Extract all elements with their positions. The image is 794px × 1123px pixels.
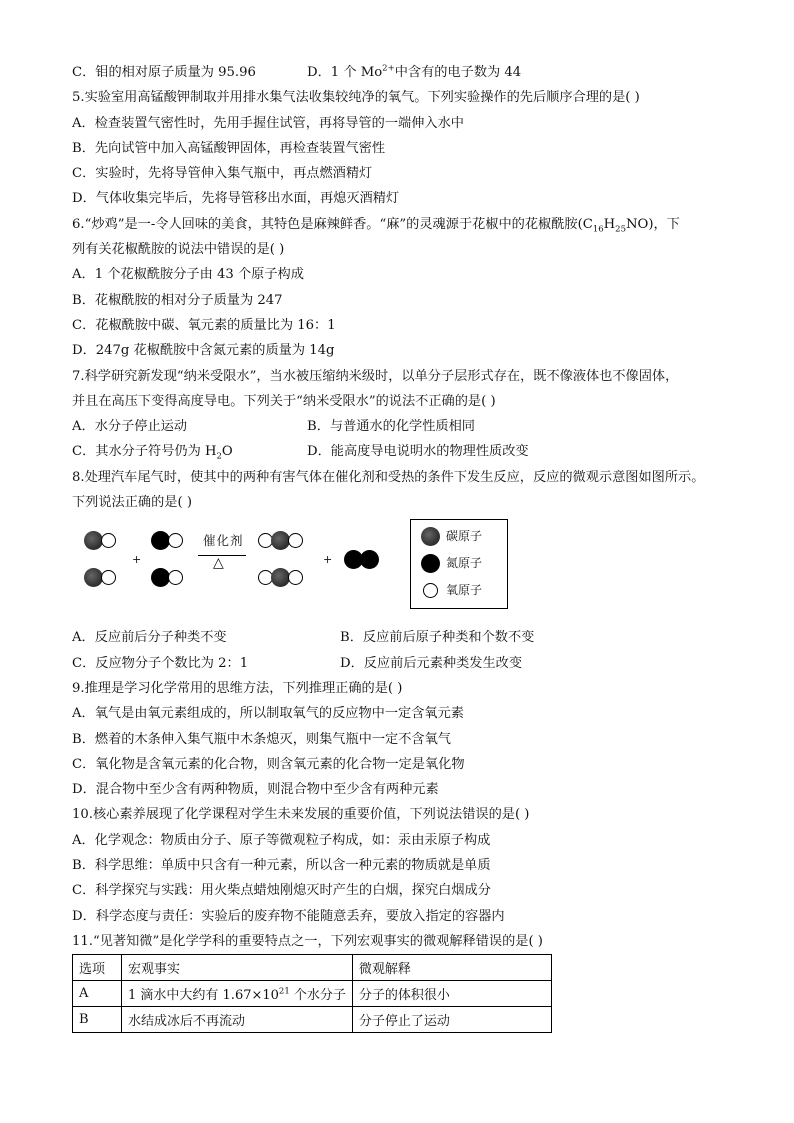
table-row [73, 1007, 552, 1033]
oxygen-atom [168, 570, 183, 585]
q6-option-a: A．1 个花椒酰胺分子由 43 个原子构成 [72, 267, 304, 283]
q5-option-d: D．气体收集完毕后，先将导管移出水面，再熄灭酒精灯 [72, 191, 400, 207]
q8-options-ab [72, 625, 732, 650]
oxygen-atom [101, 570, 116, 585]
q5-stem: 5.实验室用高锰酸钾制取并用排水集气法收集较纯净的氧气。下列实验操作的先后顺序合理的是( ) [72, 90, 640, 106]
oxygen-atom [101, 533, 116, 548]
q6-option-c: C．花椒酰胺中碳、氧元素的质量比为 16：1 [72, 317, 336, 333]
carbon-atom-icon [421, 527, 440, 546]
q9-option-c: C．氧化物是含氧元素的化合物，则含氧元素的化合物一定是氧化物 [72, 756, 465, 772]
table-header-row [73, 955, 552, 981]
q7-stem-cont: 并且在高压下变得高度导电。下列关于“纳米受限水”的说法不正确的是( ) [72, 393, 496, 409]
q10-option-b: B．科学思维：单质中只含有一种元素，所以含一种元素的物质就是单质 [72, 858, 491, 874]
legend-nitrogen: 氮原子 [421, 553, 482, 573]
q6-stem: 6.“炒鸡”是一-令人回味的美食，其特色是麻辣鲜香。“麻”的灵魂源于花椒中的花椒酰胺$(C_{16}H_{25}NO)$，下 [72, 216, 680, 235]
table-cell-explain: 分子停止了运动 [352, 1007, 551, 1033]
q4-option-c: C．钼的相对原子质量为 95.96 [72, 65, 256, 80]
q9-option-a: A．氧气是由氧元素组成的，所以制取氧气的反应物中一定含氧元素 [72, 706, 464, 722]
q8-option-b: B．反应前后原子种类和个数不变 [340, 630, 535, 646]
plus-sign: + [323, 553, 333, 567]
q4-options-cd [72, 60, 732, 85]
table-cell-fact: 1 滴水中大约有 $1.67\times 10^{21}$ 个水分子 [122, 981, 353, 1007]
table-row [73, 981, 552, 1007]
q10-stem: 10.核心素养展现了化学课程对学生未来发展的重要价值，下列说法错误的是( ) [72, 807, 530, 823]
q7-stem: 7.科学研究新发现“纳米受限水”，当水被压缩纳米级时，以单分子层形式存在，既不像液体也不像固体， [72, 368, 679, 384]
q9-option-d: D．混合物中至少含有两种物质，则混合物中至少含有两种元素 [72, 782, 439, 798]
q6-stem-cont: 列有关花椒酰胺的说法中错误的是( ) [72, 242, 285, 258]
q7-option-b: B．与普通水的化学性质相同 [307, 419, 475, 435]
q7-options-ab [72, 414, 732, 439]
q6-option-d: D．247g 花椒酰胺中含氮元素的质量为 14g [72, 343, 335, 359]
q5-option-c: C．实验时，先将导管伸入集气瓶中，再点燃酒精灯 [72, 166, 373, 182]
exam-page [72, 60, 732, 1033]
q8-stem: 8.处理汽车尾气时，使其中的两种有害气体在催化剂和受热的条件下发生反应，反应的微观示意图如图所示。 [72, 469, 705, 485]
table-cell-fact: 水结成冰后不再流动 [122, 1007, 353, 1033]
reaction-diagram [72, 519, 732, 619]
heat-symbol: △ [213, 555, 224, 572]
q4-option-d: D．1 个 $Mo^{2+}$中含有的电子数为 44 [307, 63, 522, 80]
oxygen-atom [288, 533, 303, 548]
q7-options-cd [72, 439, 732, 464]
table-header-cell: 微观解释 [352, 955, 551, 981]
oxygen-atom [168, 533, 183, 548]
legend-carbon: 碳原子 [421, 526, 482, 546]
q10-option-a: A．化学观念：物质由分子、原子等微观粒子构成，如：汞由汞原子构成 [72, 832, 491, 848]
q9-option-b: B．燃着的木条伸入集气瓶中木条熄灭，则集气瓶中一定不含氧气 [72, 731, 451, 747]
oxygen-atom-icon [423, 583, 438, 598]
oxygen-atom [288, 570, 303, 585]
q10-option-c: C．科学探究与实践：用火柴点蜡烛刚熄灭时产生的白烟，探究白烟成分 [72, 883, 491, 899]
table-cell-option: B [73, 1007, 122, 1033]
q7-option-c: C．其水分子符号仍为 $H_2O$ [72, 444, 233, 463]
table-header-cell: 选项 [73, 955, 122, 981]
q11-stem: 11.“见著知微”是化学学科的重要特点之一，下列宏观事实的微观解释错误的是( ) [72, 933, 543, 949]
q11-table [72, 954, 552, 1033]
plus-sign: + [132, 553, 142, 567]
nitrogen-atom-icon [421, 554, 440, 573]
q9-stem: 9.推理是学习化学常用的思维方法，下列推理正确的是( ) [72, 680, 403, 696]
q10-option-d: D．科学态度与责任：实验后的废弃物不能随意丢弃，要放入指定的容器内 [72, 908, 505, 924]
q7-option-d: D．能高度导电说明水的物理性质改变 [307, 444, 529, 460]
q8-option-c: C．反应物分子个数比为 2：1 [72, 655, 249, 671]
atom-legend [410, 519, 508, 609]
q7-option-a: A．水分子停止运动 [72, 419, 188, 435]
q5-option-a: A．检查装置气密性时，先用手握住试管，再将导管的一端伸入水中 [72, 115, 464, 131]
q6-option-b: B．花椒酰胺的相对分子质量为 247 [72, 292, 283, 308]
q8-stem-cont: 下列说法正确的是( ) [72, 495, 192, 511]
q5-option-b: B．先向试管中加入高锰酸钾固体，再检查装置气密性 [72, 140, 386, 156]
q8-options-cd [72, 651, 732, 676]
nitrogen-atom [360, 550, 379, 569]
table-cell-explain: 分子的体积很小 [352, 981, 551, 1007]
q8-option-a: A．反应前后分子种类不变 [72, 630, 227, 646]
catalyst-label: 催化剂 [203, 533, 244, 549]
legend-oxygen: 氧原子 [421, 580, 482, 600]
table-header-cell: 宏观事实 [122, 955, 353, 981]
table-cell-option: A [73, 981, 122, 1007]
q8-option-d: D．反应前后元素种类发生改变 [340, 655, 523, 671]
